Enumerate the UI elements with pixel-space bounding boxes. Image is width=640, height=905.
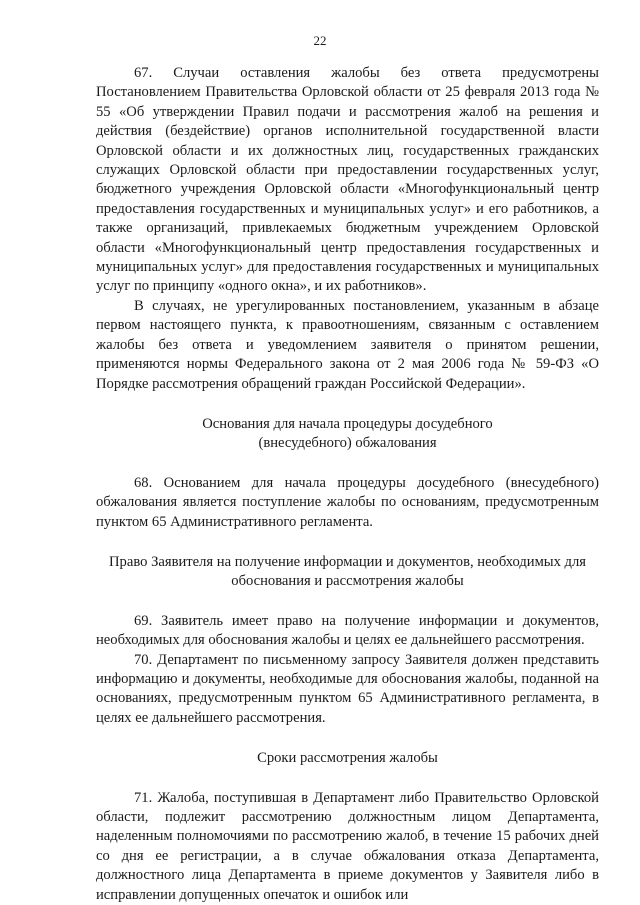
paragraph-70: 70. Департамент по письменному запросу Заявителя должен представить информацию и документы, необходимые для обоснования жалобы, поданной на основаниях, предусмотренным пунктом 65 Административного регламента, в целях ее дальнейшего рассмотрения. [96,651,599,726]
paragraph-69: 69. Заявитель имеет право на получение информации и документов, необходимых для обоснования жалобы и целях ее дальнейшего рассмотрения. [96,612,599,649]
paragraph-71: 71. Жалоба, поступившая в Департамент либо Правительство Орловской области, подлежит рассмотрению должностным лицом Департамента, наделенным полномочиями по рассмотрению жалоб, в течение 15 рабочих дней со дня ее регистрации, а в случае обжалования отказа Департамента, должностного лица Департамента в приеме документов у Заявителя либо в исправлении допущенных опечаток и ошибок или [96,789,599,903]
section-heading-grounds-line-1: Основания для начала процедуры досудебного [202,415,493,432]
paragraph-67: 67. Случаи оставления жалобы без ответа предусмотрены Постановлением Правительства Орловской области от 25 февраля 2013 года № 55 «Об утверждении Правил подачи и рассмотрения жалоб на решения и действия (бездействие) органов исполнительной государственной власти Орловской области и их должностных лиц, государственных гражданских служащих Орловской области при предоставлении государственных услуг, бюджетного учреждения Орловской области «Многофункциональный центр предоставления государственных и муниципальных услуг» и его работников, а также организаций, привлекаемых бюджетным учреждением Орловской области «Многофункциональный центр предоставления государственных и муниципальных услуг» для предоставления государственных и муниципальных услуг по принципу «одного окна», и их работников». [96,65,599,295]
paragraph-67-continuation: В случаях, не урегулированных постановлением, указанным в абзаце первом настоящего пункта, к правоотношениям, связанным с оставлением жалобы без ответа и уведомлением заявителя о принятом решении, применяются нормы Федерального закона от 2 мая 2006 года № 59-ФЗ «О Порядке рассмотрения обращений граждан Российской Федерации». [96,297,599,392]
section-heading-right-line-2: обоснования и рассмотрения жалобы [231,573,464,590]
paragraph-68: 68. Основанием для начала процедуры досудебного (внесудебного) обжалования является поступление жалобы по основаниям, предусмотренным пунктом 65 Административного регламента. [96,474,599,530]
page-number: 22 [313,33,327,48]
section-heading-terms: Сроки рассмотрения жалобы [257,750,438,767]
section-heading-grounds-line-2: (внесудебного) обжалования [258,435,437,452]
document-body [96,64,599,905]
section-heading-right-line-1: Право Заявителя на получение информации и документов, необходимых для [109,553,586,570]
